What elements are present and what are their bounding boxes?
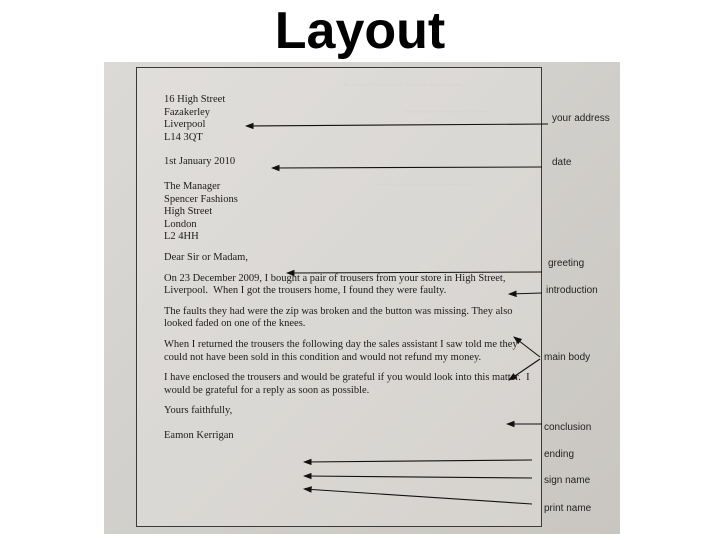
letter-body-paragraph: When I returned the trousers the following day the sales assistant I saw told me they could not have been sold in this condition and would not refund my money. — [164, 338, 521, 363]
annotation-greeting: greeting — [548, 258, 585, 269]
annotation-print-name: print name — [544, 503, 592, 514]
greeting-arrow — [287, 272, 542, 273]
annotation-sign-name: sign name — [544, 475, 591, 486]
address-line: L14 3QT — [164, 131, 203, 143]
annotation-arrows — [104, 62, 620, 534]
letter-photo — [104, 62, 620, 534]
recipient-line: The Manager — [164, 180, 221, 192]
sign-name-arrow — [304, 476, 532, 478]
recipient-line: London — [164, 218, 197, 230]
letter-greeting: Dear Sir or Madam, — [164, 251, 248, 263]
annotation-conclusion: conclusion — [544, 422, 592, 433]
address-line: Liverpool — [164, 119, 206, 131]
address-line: Fazakerley — [164, 106, 211, 118]
letter-ending: Yours faithfully, — [164, 405, 233, 417]
introduction-arrow — [509, 293, 542, 294]
annotation-introduction: introduction — [546, 285, 598, 296]
letter-print-name: Eamon Kerrigan — [164, 429, 234, 441]
date-arrow — [272, 167, 542, 168]
main-body-arrow-lower — [509, 359, 540, 380]
letter-date: 1st January 2010 — [164, 156, 236, 168]
annotation-date: date — [552, 157, 572, 168]
recipient-line: Spencer Fashions — [164, 193, 238, 205]
annotation-ending: ending — [544, 449, 575, 460]
bleed-through-text: ~ ~~~~ ~~~~~ ~~~~ ~~~~~~ — [344, 80, 463, 91]
ending-arrow — [304, 460, 532, 462]
letter-body-paragraph: The faults they had were the zip was broken and the button was missing. They also looked faded on one of the knees. — [164, 305, 516, 330]
address-line: 16 High Street — [164, 94, 226, 105]
bleed-through-text: ~~~~ ~~~~~~~~ ~~~~~ — [374, 180, 471, 191]
main-body-arrow-upper — [514, 337, 540, 357]
annotation-your-address: your address — [552, 113, 610, 124]
slide-title: Layout — [274, 2, 446, 60]
print-name-arrow — [304, 489, 532, 504]
annotation-main-body: main body — [544, 352, 591, 363]
your-address-arrow — [246, 124, 548, 126]
bleed-through-text: ~~~~~ ~~~~~~ ~~~~ — [404, 107, 491, 118]
letter-conclusion: I have enclosed the trousers and would be grateful if you would look into this matter. I would be grateful for a reply as soon as possible. — [164, 372, 533, 396]
recipient-line: L2 4HH — [164, 231, 199, 243]
letter-introduction: On 23 December 2009, I bought a pair of trousers from your store in High Street, Liverpool. When I got the trousers home, I found they were faulty. — [164, 272, 509, 297]
recipient-line: High Street — [164, 206, 213, 218]
